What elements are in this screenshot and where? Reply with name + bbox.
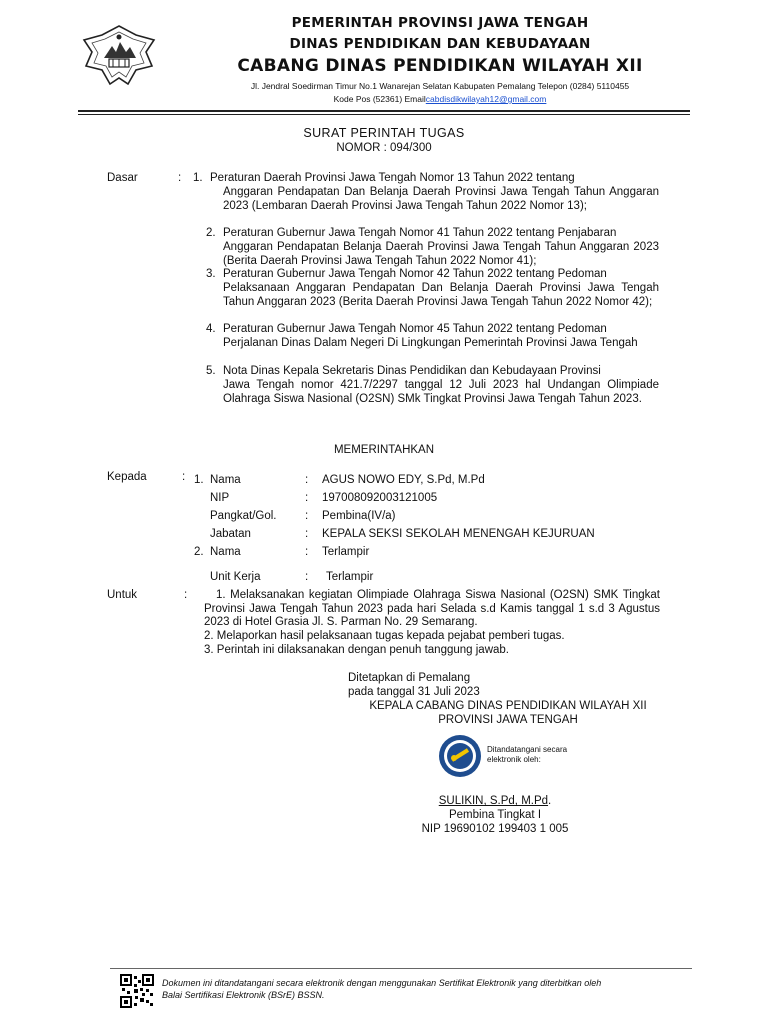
signatory-name-dot: . — [548, 795, 552, 807]
footer-note — [162, 977, 702, 1001]
untuk-item: 3. Perintah ini dilaksanakan dengan penuh tanggung jawab. — [204, 644, 509, 656]
kepada-field-colon: : — [305, 546, 309, 558]
untuk-colon: : — [184, 589, 188, 601]
footer-line1: Dokumen ini ditandatangani secara elektronik dengan menggunakan Sertifikat Elektronik yang diterbitkan oleh — [162, 978, 602, 988]
signatory-rank: Pembina Tingkat I — [448, 809, 542, 821]
kepada-field-value: Terlampir — [322, 546, 370, 558]
memerintahkan-heading: MEMERINTAHKAN — [333, 444, 435, 456]
dasar-item-first: Nota Dinas Kepala Sekretaris Dinas Pendidikan dan Kebudayaan Provinsi — [223, 365, 601, 377]
header-postal: Kode Pos (52361) Email — [333, 94, 426, 104]
dasar-item-rest: Anggaran Pendapatan Belanja Daerah Provinsi Jawa Tengah Tahun Anggaran 2023 (Berita Daerah Provinsi Jawa Tengah Tahun 2022 Nomor 41); — [223, 241, 659, 267]
signatory-name: SULIKIN, S.Pd, M.Pd — [438, 795, 549, 807]
kepada-field-colon: : — [305, 510, 309, 522]
footer-rule — [110, 968, 692, 969]
dasar-item-first: Peraturan Gubernur Jawa Tengah Nomor 42 Tahun 2022 tentang Pedoman — [223, 268, 607, 280]
header-rule-thick — [78, 110, 690, 112]
header-government: PEMERINTAH PROVINSI JAWA TENGAH — [291, 15, 589, 31]
kepada-num: 2. — [194, 546, 204, 558]
dasar-item-num: 4. — [206, 323, 216, 335]
dasar-item-first: Peraturan Gubernur Jawa Tengah Nomor 41 Tahun 2022 tentang Penjabaran — [223, 227, 617, 239]
kepada-num: 1. — [194, 474, 204, 486]
esign-line2: elektronik oleh: — [487, 755, 541, 764]
dasar-item-first: Peraturan Daerah Provinsi Jawa Tengah Nomor 13 Tahun 2022 tentang — [210, 172, 575, 184]
kepada-field-label: NIP — [210, 492, 230, 504]
dasar-item-first: Peraturan Gubernur Jawa Tengah Nomor 45 Tahun 2022 tentang Pedoman — [223, 323, 607, 335]
bsre-seal-icon — [437, 733, 483, 779]
kepada-field-value: Pembina(IV/a) — [322, 510, 396, 522]
esign-line1: Ditandatangani secara — [487, 745, 568, 754]
header-email-link[interactable]: cabdisdikwilayah12@gmail.com — [425, 94, 547, 104]
header-address: Jl. Jendral Soedirman Timur No.1 Wanarejan Selatan Kabupaten Pemalang Telepon (0284) 5110455 — [250, 81, 630, 91]
dasar-item-num: 5. — [206, 365, 216, 377]
dasar-item-rest: Pelaksanaan Anggaran Pendapatan Dan Belanja Daerah Provinsi Jawa Tengah Tahun Anggaran 2023 (Berita Daerah Provinsi Jawa Tengah Tahun 2022 Nomor 42); — [223, 282, 659, 308]
qr-code-icon — [120, 974, 154, 1008]
signature-place: Ditetapkan di Pemalang — [348, 672, 471, 684]
signature-position: KEPALA CABANG DINAS PENDIDIKAN WILAYAH XII — [369, 700, 647, 712]
header-rule-thin — [78, 114, 690, 115]
signature-date: pada tanggal 31 Juli 2023 — [348, 686, 480, 698]
signatory-name-line — [380, 795, 610, 809]
kepada-label: Kepada — [107, 471, 147, 483]
kepada-field-colon: : — [305, 492, 309, 504]
kepada-field-value: AGUS NOWO EDY, S.Pd, M.Pd — [322, 474, 485, 486]
esign-caption — [487, 745, 567, 765]
dasar-item-num: 3. — [206, 268, 216, 280]
kepada-field-colon: : — [305, 474, 309, 486]
header-branch: CABANG DINAS PENDIDIKAN WILAYAH XII — [237, 56, 643, 76]
dasar-item-rest: Anggaran Pendapatan Dan Belanja Daerah Provinsi Jawa Tengah Tahun Anggaran 2023 (Lembaran Daerah Provinsi Jawa Tengah Tahun 2022 Nomor 13); — [223, 186, 659, 212]
kepada-field-value: 197008092003121005 — [322, 492, 438, 504]
footer-line2: Balai Sertifikasi Elektronik (BSrE) BSSN. — [162, 990, 325, 1000]
kepada-colon: : — [182, 471, 186, 483]
untuk-item: 1. Melaksanakan kegiatan Olimpiade Olahraga Siswa Nasional (O2SN) SMK Tingkat Provinsi Jawa Tengah Tahun 2023 pada hari Selada s.d Kamis tanggal 1 s.d 3 Agustus 2023 di Hotel Grasia Jl. S. Parman No. 29 Semarang. — [204, 589, 660, 628]
untuk-item: 2. Melaporkan hasil pelaksanaan tugas kepada pejabat pemberi tugas. — [204, 630, 565, 642]
kepada-field-label: Unit Kerja — [210, 571, 261, 583]
dasar-item-num: 2. — [206, 227, 216, 239]
kepada-field-label: Pangkat/Gol. — [210, 510, 277, 522]
kepada-field-value: Terlampir — [326, 571, 374, 583]
central-java-emblem-icon — [80, 22, 158, 92]
header-department: DINAS PENDIDIKAN DAN KEBUDAYAAN — [289, 36, 591, 52]
dasar-item-num: 1. — [193, 172, 203, 184]
header-contact — [170, 94, 710, 104]
kepada-field-label: Nama — [210, 474, 241, 486]
signatory-nip: NIP 19690102 199403 1 005 — [421, 823, 569, 835]
kepada-field-colon: : — [305, 528, 309, 540]
letter-title: SURAT PERINTAH TUGAS — [303, 126, 465, 140]
untuk-label: Untuk — [107, 589, 138, 601]
kepada-field-label: Nama — [210, 546, 241, 558]
kepada-field-colon: : — [305, 571, 309, 583]
dasar-item-rest: Perjalanan Dinas Dalam Negeri Di Lingkungan Pemerintah Provinsi Jawa Tengah — [223, 337, 638, 349]
dasar-colon: : — [178, 172, 182, 184]
dasar-label: Dasar — [107, 172, 138, 184]
signature-position-province: PROVINSI JAWA TENGAH — [438, 714, 578, 726]
kepada-field-label: Jabatan — [210, 528, 251, 540]
kepada-field-value: KEPALA SEKSI SEKOLAH MENENGAH KEJURUAN — [322, 528, 595, 540]
dasar-item-rest: Jawa Tengah nomor 421.7/2297 tanggal 12 Juli 2023 hal Undangan Olimpiade Olahraga Siswa Nasional (O2SN) SMk Tingkat Provinsi Jawa Tengah Tahun 2023. — [223, 379, 659, 405]
letter-number: NOMOR : 094/300 — [336, 142, 432, 154]
